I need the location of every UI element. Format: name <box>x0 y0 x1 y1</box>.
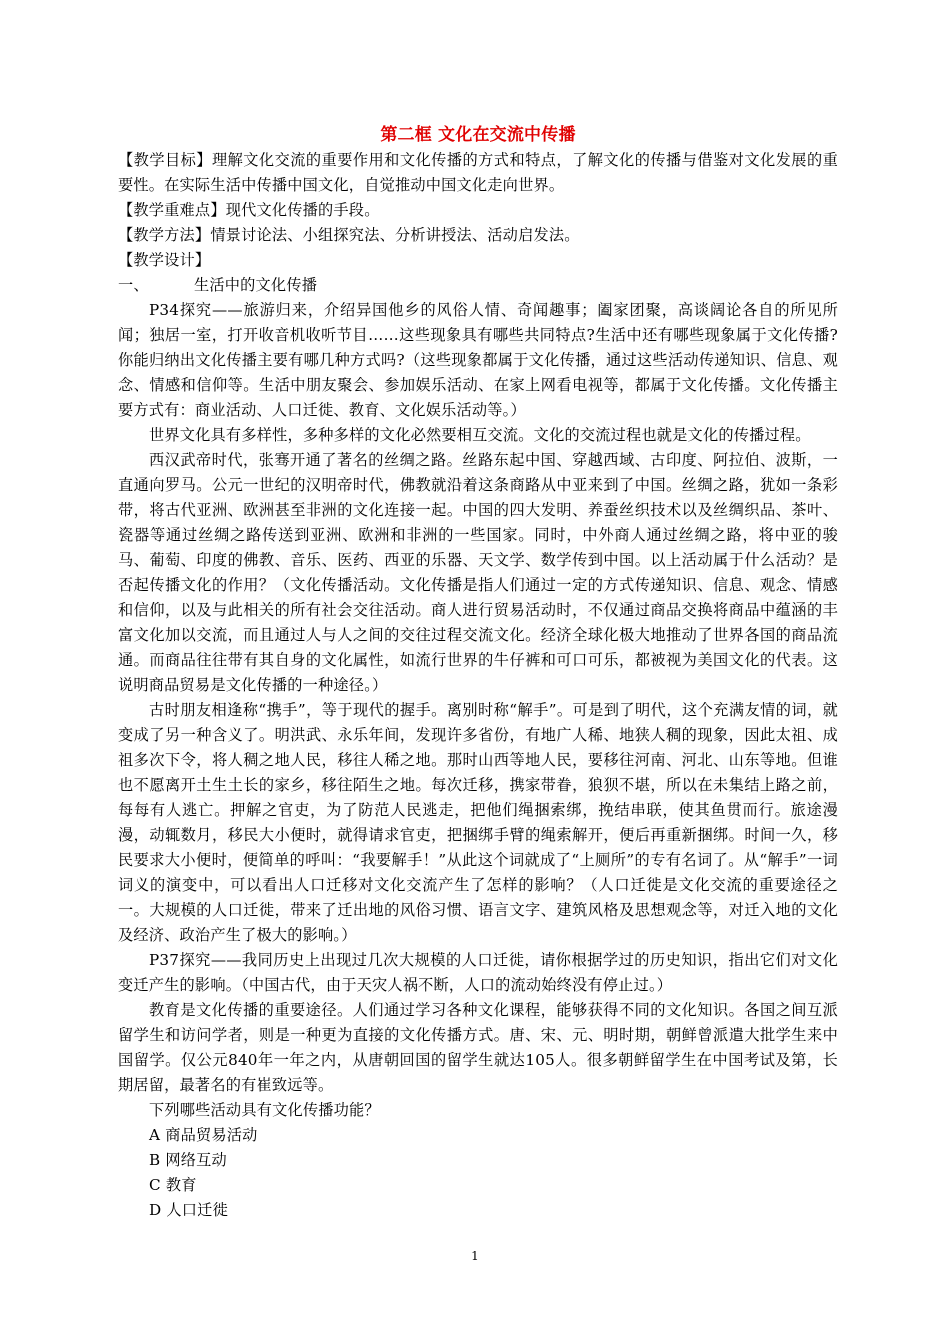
page-number: 1 <box>471 1249 479 1263</box>
option-a: A 商品贸易活动 <box>149 1126 258 1144</box>
teaching-design: 【教学设计】 <box>118 251 211 269</box>
teaching-method: 【教学方法】情景讨论法、小组探究法、分析讲授法、活动启发法。 <box>118 226 580 244</box>
paragraph: 古时朋友相逢称“携手”，等于现代的握手。离别时称“解手”。可是到了明代，这个充满友情的词，就变成了另一种含义了。明洪武、永乐年间，发现许多省份，有地广人稀、地狭人稠的现象，因此太祖、成祖多次下令，将人稠之地人民，移往人稀之地。那时山西等地人民，要移往河南、河北、山东等地。但谁也不愿离开土生土长的家乡，移往陌生之地。每次迁移，携家带眷，狼狈不堪，所以在未集结上路之前，每每有人逃亡。押解之官吏，为了防范人民逃走，把他们绳捆索绑，挽结串联，使其鱼贯而行。旅途漫漫，动辄数月，移民大小便时，就得请求官吏，把捆绑手臂的绳索解开，便后再重新捆绑。时间一久，移民要求大小便时，便简单的呼叫：“我要解手！”从此这个词就成了“上厕所”的专有名词了。从“解手”一词词义的演变中，可以看出人口迁移对文化交流产生了怎样的影响？（人口迁徙是文化交流的重要途径之一。大规模的人口迁徙，带来了迁出地的风俗习惯、语言文字、建筑风格及思想观念等，对迁入地的文化及经济、政治产生了极大的影响。） <box>118 701 838 944</box>
key-difficulty: 【教学重难点】现代文化传播的手段。 <box>118 201 380 219</box>
option-b: B 网络互动 <box>149 1151 227 1169</box>
paragraph: 教育是文化传播的重要途径。人们通过学习各种文化课程，能够获得不同的文化知识。各国之间互派留学生和访问学者，则是一种更为直接的文化传播方式。唐、宋、元、明时期，朝鲜曾派遣大批学生来中国留学。仅公元840年一年之内，从唐朝回国的留学生就达105人。很多朝鲜留学生在中国考试及第，长期居留，最著名的有崔致远等。 <box>118 1001 838 1094</box>
paragraph: P34探究——旅游归来，介绍异国他乡的风俗人情、奇闻趣事；阖家团聚，高谈阔论各自的所见所闻；独居一室，打开收音机收听节目……这些现象具有哪些共同特点?生活中还有哪些现象属于文化传播?你能归纳出文化传播主要有哪几种方式吗?（这些现象都属于文化传播，通过这些活动传递知识、信息、观念、情感和信仰等。生活中朋友聚会、参加娱乐活动、在家上网看电视等，都属于文化传播。文化传播主要方式有：商业活动、人口迁徙、教育、文化娱乐活动等。） <box>118 301 838 419</box>
section-heading <box>118 273 838 298</box>
paragraph: 世界文化具有多样性，多种多样的文化必然要相互交流。文化的交流过程也就是文化的传播过程。 <box>149 426 811 444</box>
question: 下列哪些活动具有文化传播功能？ <box>149 1101 380 1119</box>
paragraph: 西汉武帝时代，张骞开通了著名的丝绸之路。丝路东起中国、穿越西域、古印度、阿拉伯、波斯，一直通向罗马。公元一世纪的汉明帝时代，佛教就沿着这条商路从中亚来到了中国。丝绸之路，犹如一条彩带，将古代亚洲、欧洲甚至非洲的文化连接一起。中国的四大发明、养蚕丝织技术以及丝绸织品、茶叶、瓷器等通过丝绸之路传送到亚洲、欧洲和非洲的一些国家。同时，中外商人通过丝绸之路，将中亚的骏马、葡萄、印度的佛教、音乐、医药、西亚的乐器、天文学、数学传到中国。以上活动属于什么活动？是否起传播文化的作用？（文化传播活动。文化传播是指人们通过一定的方式传递知识、信息、观念、情感和信仰，以及与此相关的所有社会交往活动。商人进行贸易活动时，不仅通过商品交换将商品中蕴涵的丰富文化加以交流，而且通过人与人之间的交往过程交流文化。经济全球化极大地推动了世界各国的商品流通。而商品往往带有其自身的文化属性，如流行世界的牛仔裤和可口可乐，都被视为美国文化的代表。这说明商品贸易是文化传播的一种途径。） <box>118 451 838 694</box>
option-c: C 教育 <box>149 1176 197 1194</box>
document-title: 第二框 文化在交流中传播 <box>380 125 576 145</box>
section-title: 生活中的文化传播 <box>194 276 318 294</box>
section-number: 一、 <box>118 276 149 294</box>
option-d: D 人口迁徙 <box>149 1201 228 1219</box>
paragraph: P37探究——我同历史上出现过几次大规模的人口迁徙，请你根据学过的历史知识，指出它们对文化变迁产生的影响。（中国古代，由于天灾人祸不断，人口的流动始终没有停止过。） <box>118 951 838 994</box>
document-body <box>118 122 838 1223</box>
teaching-goal: 【教学目标】理解文化交流的重要作用和文化传播的方式和特点，了解文化的传播与借鉴对文化发展的重要性。在实际生活中传播中国文化，自觉推动中国文化走向世界。 <box>118 151 838 194</box>
